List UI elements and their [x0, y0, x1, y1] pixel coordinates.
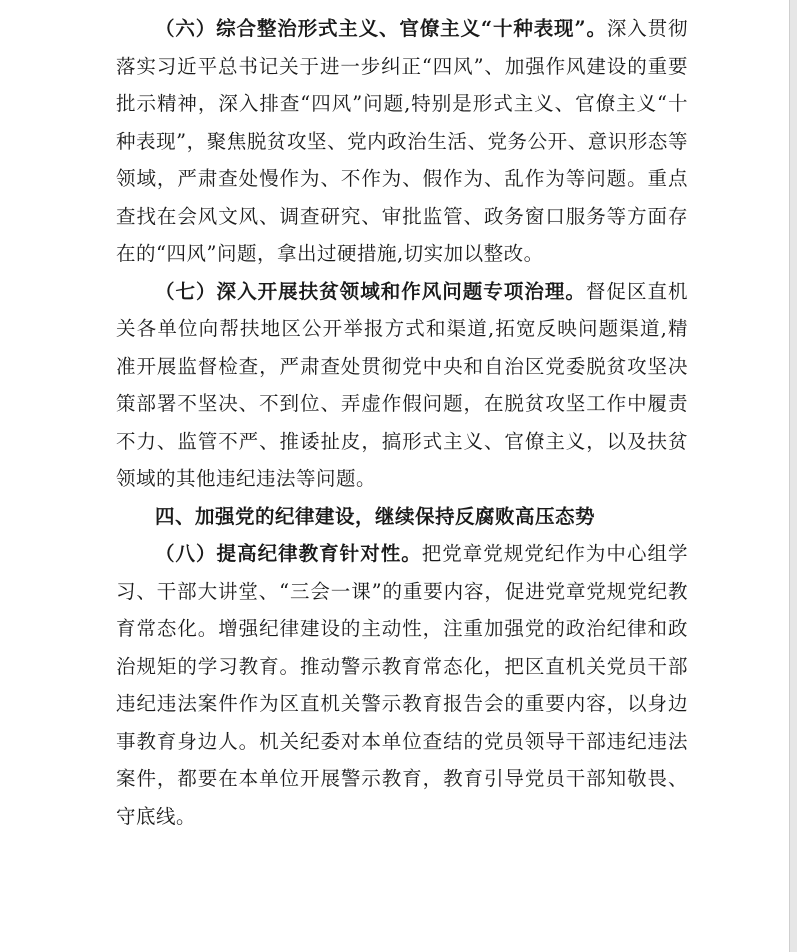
paragraph-6-body: 深入贯彻落实习近平总书记关于进一步纠正“四风”、加强作风建设的重要批示精神，深入排查“四风”问题,特别是形式主义、官僚主义“十种表现”，聚焦脱贫攻坚、党内政治生活、党务公开、意识形态等领域，严肃查处慢作为、不作为、假作为、乱作为等问题。重点查找在会风文风、调查研究、审批监管、政务窗口服务等方面存在的“四风”问题，拿出过硬措施,切实加以整改。: [116, 17, 688, 265]
paragraph-6-lead: （六）综合整治形式主义、官僚主义“十种表现”。: [155, 17, 607, 40]
paragraph-8-lead: （八）提高纪律教育针对性。: [155, 542, 422, 565]
page-edge-divider: [789, 0, 797, 952]
section-heading-4: 四、加强党的纪律建设，继续保持反腐败高压态势: [155, 504, 596, 528]
paragraph-7-body: 督促区直机关各单位向帮扶地区公开举报方式和渠道,拓宽反映问题渠道,精准开展监督检查，严肃查处贯彻党中央和自治区党委脱贫攻坚决策部署不坚决、不到位、弄虚作假问题，在脱贫攻坚工作中履责不力、监管不严、推诿扯皮，搞形式主义、官僚主义，以及扶贫领域的其他违纪违法等问题。: [116, 279, 688, 490]
paragraph-8: [116, 535, 688, 835]
paragraph-7-lead: （七）深入开展扶贫领域和作风问题专项治理。: [155, 279, 586, 303]
paragraph-7: [116, 273, 688, 498]
document-body: [116, 10, 688, 835]
paragraph-6: [116, 10, 688, 273]
paragraph-8-body: 把党章党规党纪作为中心组学习、干部大讲堂、“三会一课”的重要内容，促进党章党规党纪教育常态化。增强纪律建设的主动性，注重加强党的政治纪律和政治规矩的学习教育。推动警示教育常态化，把区直机关党员干部违纪违法案件作为区直机关警示教育报告会的重要内容，以身边事教育身边人。机关纪委对本单位查结的党员领导干部违纪违法案件，都要在本单位开展警示教育，教育引导党员干部知敬畏、守底线。: [116, 542, 688, 828]
